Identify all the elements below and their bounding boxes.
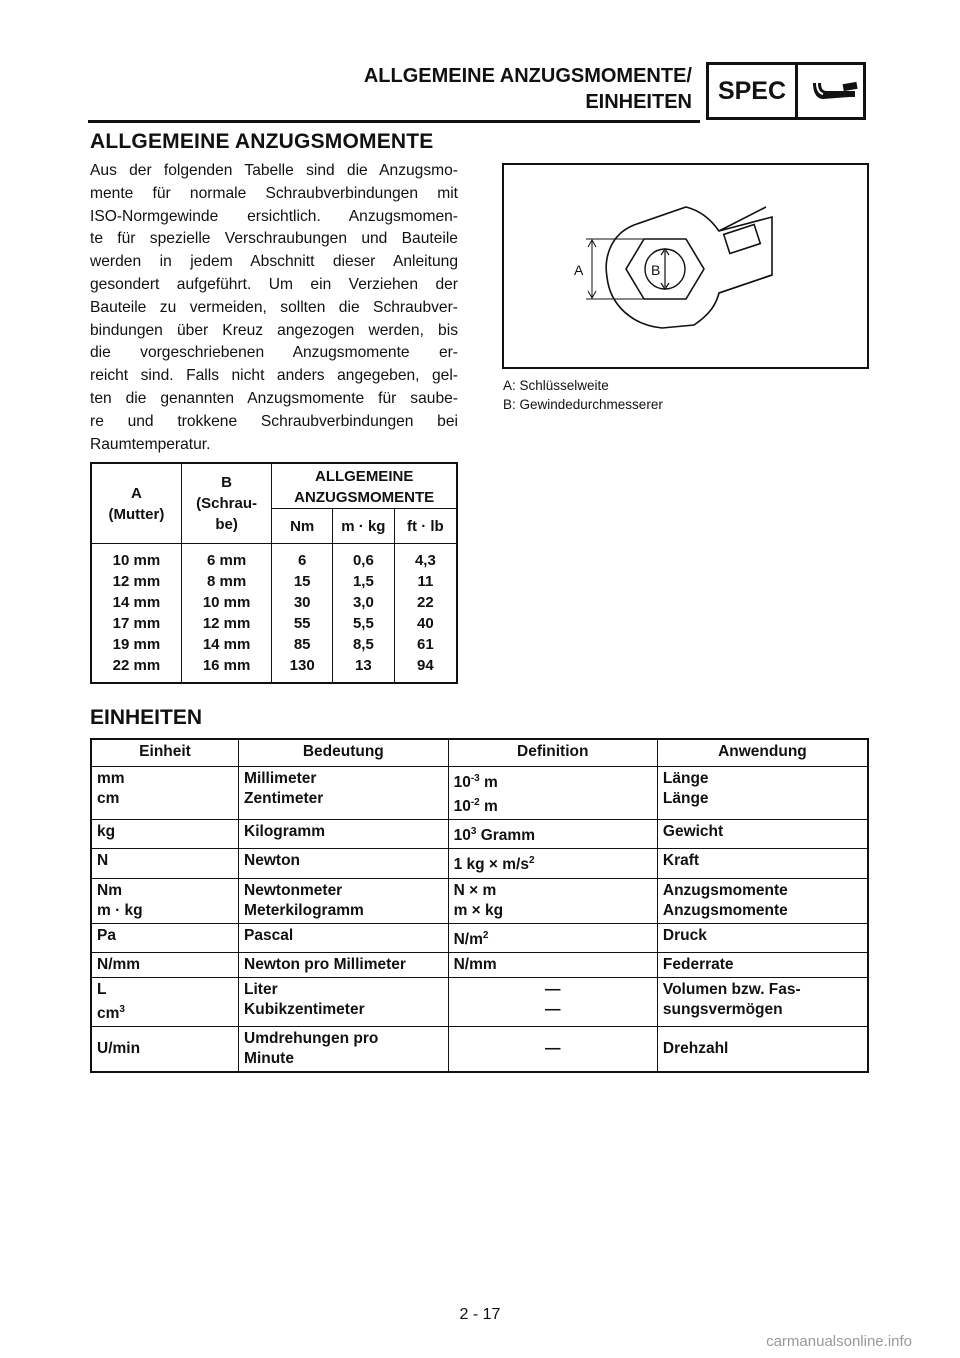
table-row: [91, 878, 868, 923]
paragraph-line: mente für normale Schraubverbindungen mit: [90, 184, 458, 202]
torque-value: 22 mm: [112, 657, 161, 674]
watermark: carmanualsonline.info: [766, 1333, 912, 1350]
torque-value: 11: [417, 573, 434, 590]
paragraph-line: ISO-Normgewinde ersichtlich. Anzugsmomen-: [90, 207, 458, 225]
torque-table: [90, 462, 458, 684]
table-row: [91, 952, 868, 977]
spec-label: SPEC: [709, 65, 798, 117]
section-heading-units: EINHEITEN: [90, 706, 203, 729]
paragraph-line: reicht sind. Falls nicht anders angegeben, gel-: [90, 367, 458, 385]
cell-anwendung: Drehzahl: [657, 1026, 868, 1072]
intro-paragraph: [90, 160, 458, 456]
cell-bedeutung: Liter Kubikzentimeter: [239, 977, 449, 1026]
torque-value: 12 mm: [202, 615, 251, 632]
torque-value: 130: [289, 657, 315, 674]
spec-badge: [706, 62, 866, 120]
torque-value: 10 mm: [202, 594, 251, 611]
table-row: [91, 767, 868, 820]
torque-value: 0,6: [352, 552, 374, 569]
torque-value: 3,0: [352, 594, 374, 611]
cell-definition: $10^{-3}$ m $10^{-2}$ m: [448, 767, 657, 820]
cell-einheit: N: [91, 849, 239, 878]
header-anzugsmomente: ALLGEMEINE ANZUGSMOMENTE: [272, 463, 457, 509]
header-bedeutung: Bedeutung: [239, 739, 449, 767]
cell-anwendung: Druck: [657, 923, 868, 952]
torque-value: 55: [293, 615, 311, 632]
header-mkg: m · kg: [333, 509, 395, 544]
cell-bedeutung: Pascal: [239, 923, 449, 952]
cell-einheit: Nm m · kg: [91, 878, 239, 923]
cell-bedeutung: Kilogramm: [239, 820, 449, 849]
torque-value: 40: [417, 615, 434, 632]
torque-value: 17 mm: [112, 615, 161, 632]
header-rule: [88, 120, 700, 123]
cell-einheit: L $cm^3$: [91, 977, 239, 1026]
column-schraube-values: [181, 544, 271, 684]
column-mutter-values: [91, 544, 181, 684]
paragraph-line: die vorgeschriebenen Anzugsmomente er-: [90, 344, 458, 362]
paragraph-line: te für spezielle Verschraubungen und Bauteile: [90, 230, 458, 248]
torque-value: 8 mm: [206, 573, 247, 590]
header-mutter: A (Mutter): [91, 463, 181, 544]
section-heading-torque: ALLGEMEINE ANZUGSMOMENTE: [90, 130, 434, 153]
cell-bedeutung: Umdrehungen pro Minute: [239, 1026, 449, 1072]
cell-definition: 1 kg × $m/s^2$: [448, 849, 657, 878]
cell-anwendung: Kraft: [657, 849, 868, 878]
column-mkg-values: [333, 544, 395, 684]
dimension-a-label: A: [574, 262, 584, 278]
header-einheit: Einheit: [91, 739, 239, 767]
torque-value: 19 mm: [112, 636, 161, 653]
cell-einheit: U/min: [91, 1026, 239, 1072]
cell-einheit: kg: [91, 820, 239, 849]
cell-bedeutung: Millimeter Zentimeter: [239, 767, 449, 820]
paragraph-line: werden in jedem Abschnitt dieser Anleitung: [90, 253, 458, 271]
cell-anwendung: Gewicht: [657, 820, 868, 849]
wrench-diagram: [502, 163, 869, 369]
cell-definition: N × m m × kg: [448, 878, 657, 923]
paragraph-line: Aus der folgenden Tabelle sind die Anzugsmo-: [90, 162, 458, 179]
column-ftlb-values: [394, 544, 457, 684]
cell-anwendung: Länge Länge: [657, 767, 868, 820]
header-nm: Nm: [272, 509, 333, 544]
cell-definition: $N/m^2$: [448, 923, 657, 952]
cell-anwendung: Federrate: [657, 952, 868, 977]
header-title-line2: EINHEITEN: [585, 91, 692, 113]
header-title-line1: ALLGEMEINE ANZUGSMOMENTE/: [363, 65, 692, 87]
cell-bedeutung: Newton pro Millimeter: [239, 952, 449, 977]
torque-value: 10 mm: [112, 552, 161, 569]
torque-value: 13: [355, 657, 372, 674]
torque-value: 14 mm: [202, 636, 251, 653]
dimension-b-label: B: [651, 262, 661, 278]
column-nm-values: [272, 544, 333, 684]
torque-value: 85: [293, 636, 311, 653]
paragraph-line: bindungen über Kreuz angezogen werden, bis: [90, 321, 458, 339]
torque-value: 14 mm: [112, 594, 161, 611]
torque-value: 1,5: [352, 573, 374, 590]
cell-einheit: Pa: [91, 923, 239, 952]
cell-anwendung: Volumen bzw. Fas- sungsvermögen: [657, 977, 868, 1026]
header-schraube: B (Schrau- be): [181, 463, 271, 544]
paragraph-line: Raumtemperatur.: [90, 435, 211, 453]
figure-caption-a: A: Schlüsselweite: [503, 378, 609, 393]
cell-bedeutung: Newtonmeter Meterkilogramm: [239, 878, 449, 923]
cell-einheit: N/mm: [91, 952, 239, 977]
header-anwendung: Anwendung: [657, 739, 868, 767]
header-ftlb: ft · lb: [394, 509, 457, 544]
torque-value: 16 mm: [202, 657, 251, 674]
cell-einheit: mm cm: [91, 767, 239, 820]
torque-value: 6 mm: [206, 552, 247, 569]
paragraph-line: ten die genannten Anzugsmomente für saube-: [90, 389, 458, 407]
torque-value: 8,5: [352, 636, 374, 653]
cell-anwendung: Anzugsmomente Anzugsmomente: [657, 878, 868, 923]
cell-definition: $10^3$ Gramm: [448, 820, 657, 849]
torque-value: 4,3: [414, 552, 436, 569]
torque-value: 5,5: [352, 615, 374, 632]
torque-value: 30: [293, 594, 311, 611]
paragraph-line: Bauteile zu vermeiden, sollten die Schraubver-: [90, 298, 458, 316]
header-definition: Definition: [448, 739, 657, 767]
torque-value: 22: [417, 594, 434, 611]
table-row: [91, 1026, 868, 1072]
paragraph-line: gesondert aufgeführt. Um ein Verziehen der: [90, 275, 458, 293]
torque-value: 61: [417, 636, 434, 653]
table-row: [91, 849, 868, 878]
cell-definition: — —: [448, 977, 657, 1026]
torque-value: 12 mm: [112, 573, 161, 590]
wrench-icon: [809, 77, 861, 105]
units-table: [90, 738, 869, 1073]
torque-value: 15: [293, 573, 311, 590]
table-row: [91, 977, 868, 1026]
table-row: [91, 923, 868, 952]
paragraph-line: re und trokkene Schraubverbindungen bei: [90, 412, 458, 430]
torque-value: 6: [298, 552, 307, 569]
cell-definition: N/mm: [448, 952, 657, 977]
cell-bedeutung: Newton: [239, 849, 449, 878]
page-number: 2 - 17: [459, 1306, 501, 1323]
figure-caption-b: B: Gewindedurchmesserer: [503, 397, 663, 412]
table-row: [91, 820, 868, 849]
torque-value: 94: [417, 657, 434, 674]
cell-definition: —: [448, 1026, 657, 1072]
wrench-diagram-svg: [504, 165, 867, 367]
